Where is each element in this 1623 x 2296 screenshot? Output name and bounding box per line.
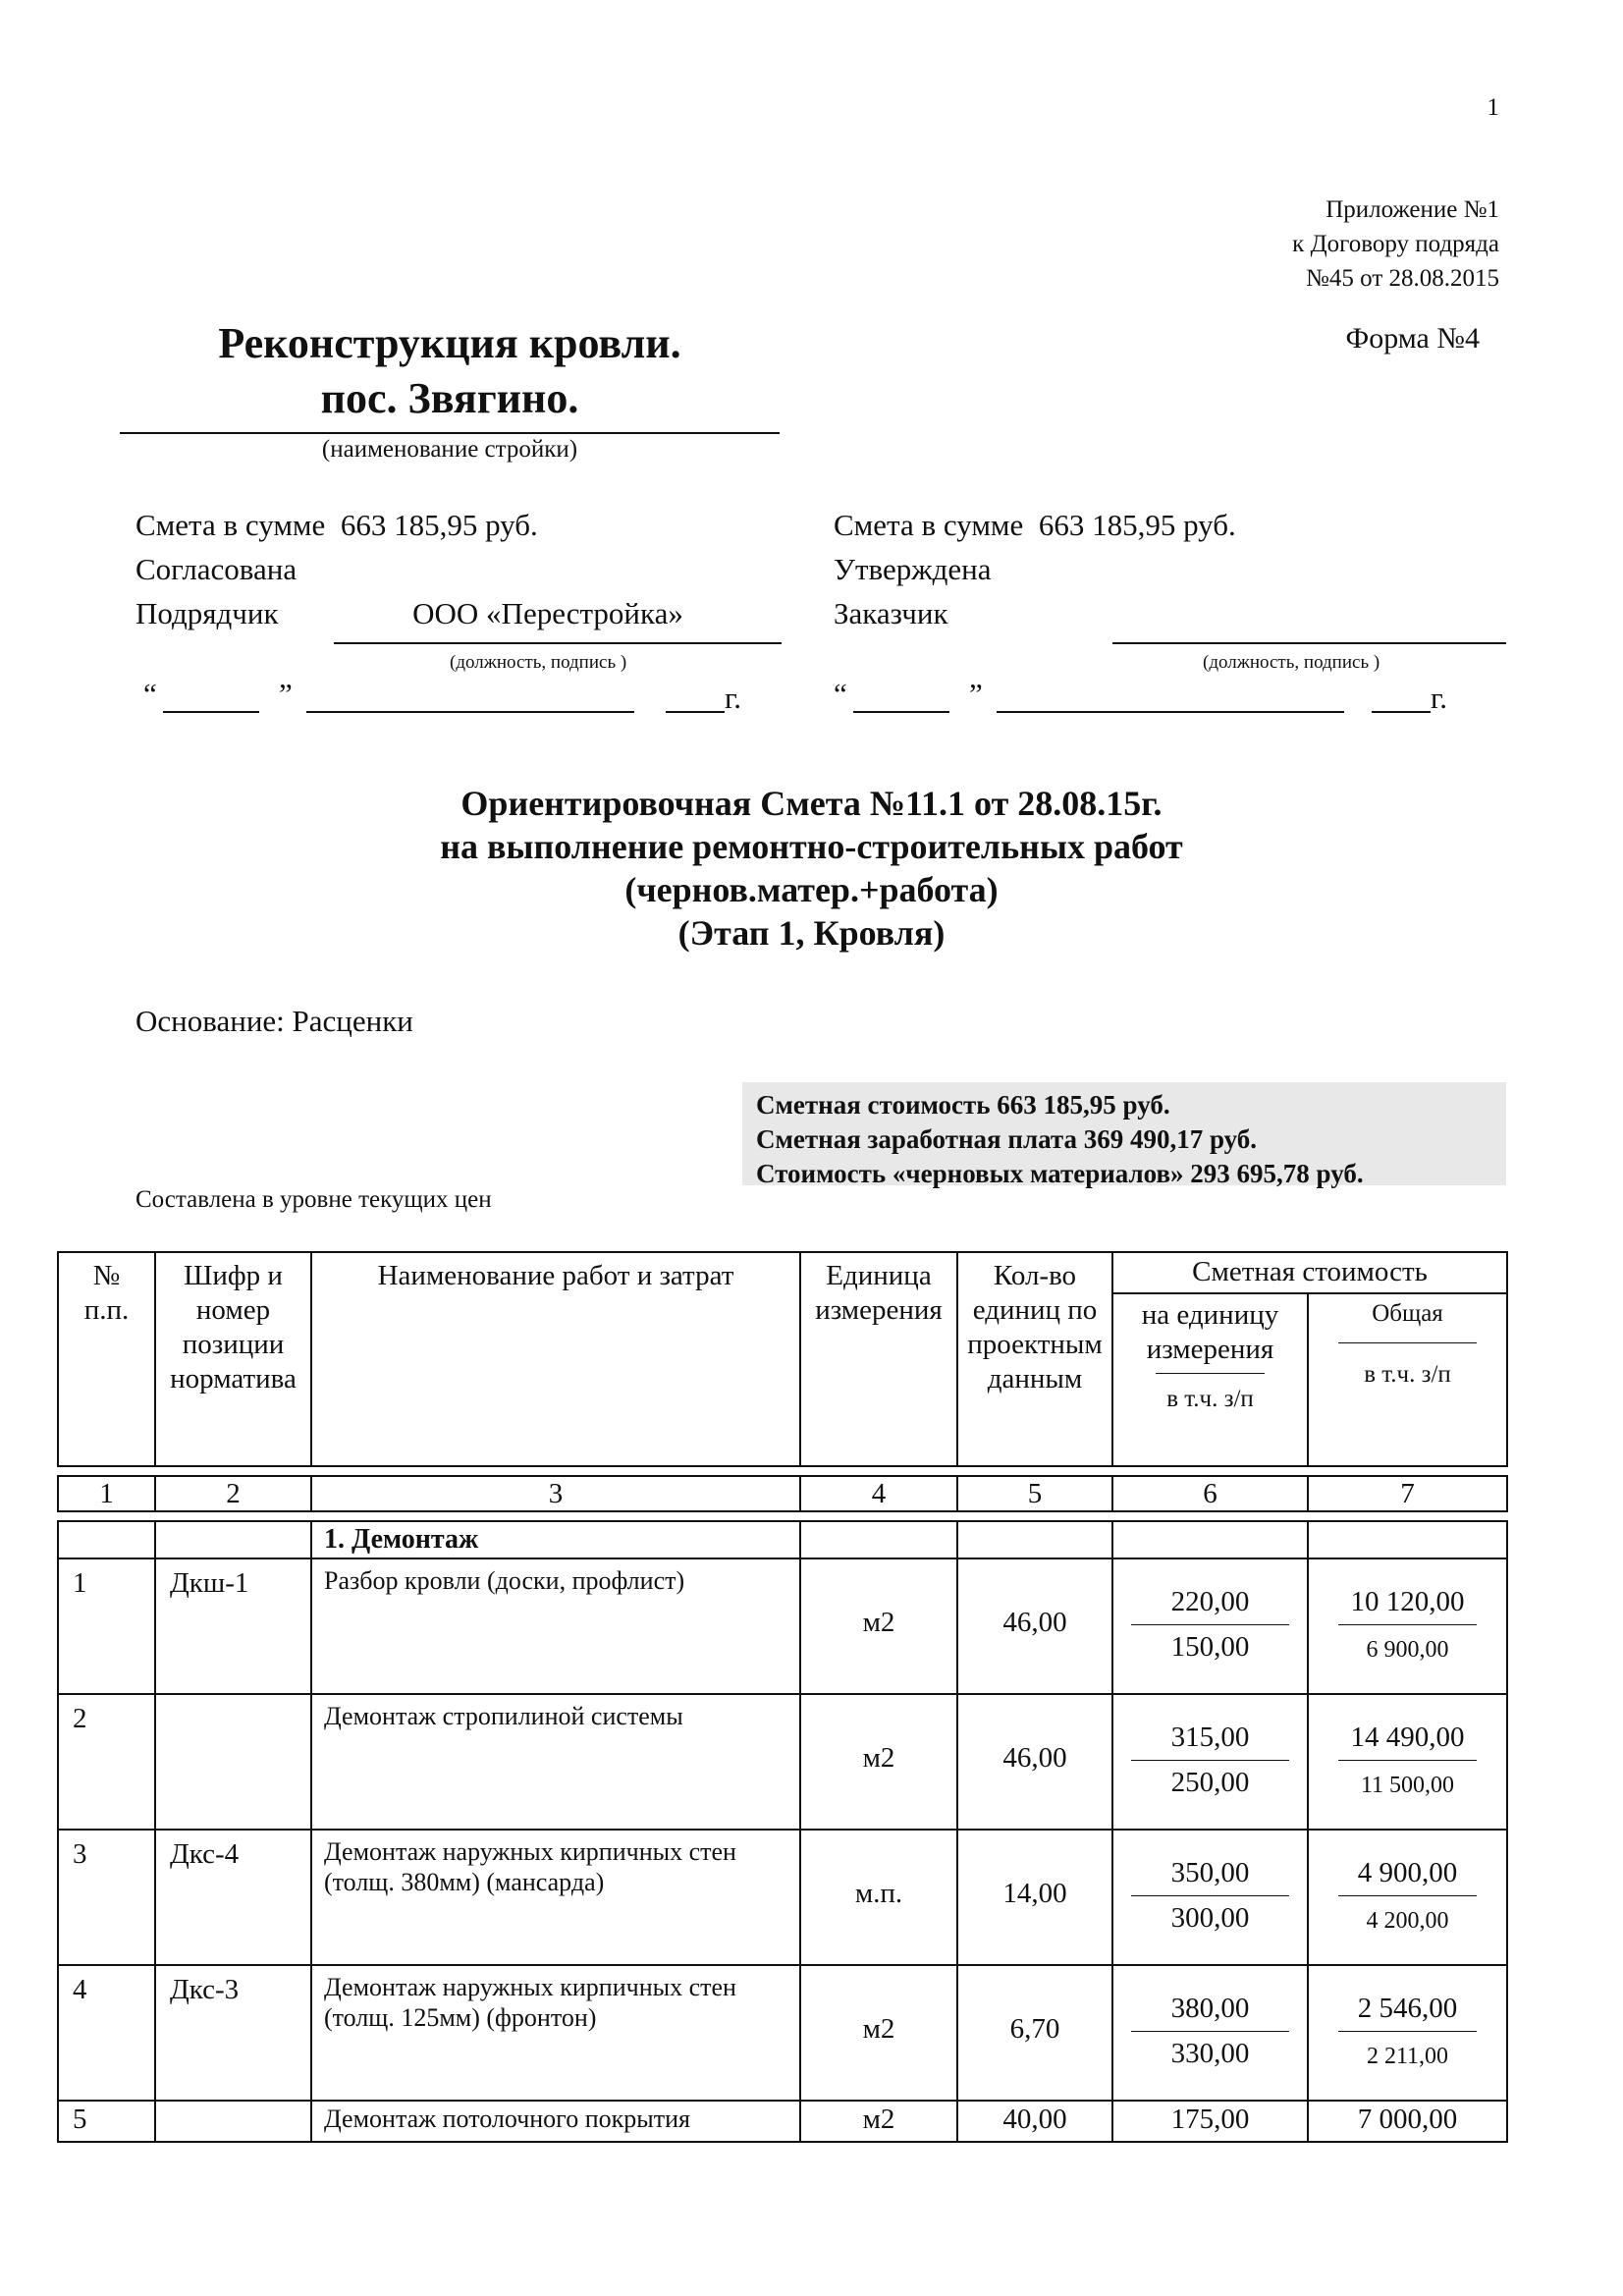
row-num: 4	[58, 1965, 155, 2101]
row-name: Разбор кровли (доски, профлист)	[311, 1558, 800, 1694]
row-name: Демонтаж стропилиной системы	[311, 1694, 800, 1830]
column-number-row	[58, 1476, 1507, 1511]
row-unit-salary: 330,00	[1170, 2038, 1250, 2069]
form-label: Форма №4	[1345, 322, 1480, 355]
col-num: 4	[800, 1476, 957, 1511]
row-unit: м2	[862, 2012, 895, 2045]
right-sum-label: Смета в сумме	[834, 508, 1024, 542]
row-unit-price: 175,00	[1112, 2101, 1308, 2142]
col-num: 3	[311, 1476, 800, 1511]
table-row	[58, 1694, 1507, 1830]
page-number: 1	[1487, 94, 1499, 121]
header-name: Наименование работ и затрат	[311, 1252, 800, 1466]
row-code	[155, 1694, 311, 1830]
left-year-suffix: г.	[725, 681, 741, 715]
left-month-line[interactable]	[306, 711, 634, 713]
contractor-label: Подрядчик	[135, 596, 279, 630]
row-code: Дкш-1	[155, 1558, 311, 1694]
left-quote-open: “	[143, 677, 157, 711]
contractor-name: ООО «Перестройка»	[412, 596, 683, 630]
estimate-title-line-2: на выполнение ремонтно-строительных работ	[440, 827, 1183, 866]
right-quote-open: “	[834, 677, 847, 711]
row-unit-salary: 150,00	[1170, 1631, 1250, 1663]
header-num: № п.п.	[58, 1252, 155, 1466]
right-day-line[interactable]	[853, 711, 949, 713]
row-total: 10 120,00	[1350, 1586, 1465, 1617]
table-row	[58, 1558, 1507, 1694]
row-num: 1	[58, 1558, 155, 1694]
row-num: 2	[58, 1694, 155, 1830]
estimate-title	[0, 782, 1623, 955]
row-unit-price: 220,00	[1170, 1586, 1250, 1617]
header-qty: Кол-во единиц по проектным данным	[957, 1252, 1112, 1466]
right-sum-value: 663 185,95 руб.	[1038, 508, 1236, 542]
appendix-line-1: Приложение №1	[1325, 196, 1499, 223]
row-unit: м2	[800, 2101, 957, 2142]
right-quote-close: ”	[969, 677, 983, 711]
row-total-salary: 11 500,00	[1360, 1773, 1455, 1798]
row-total-salary: 6 900,00	[1366, 1637, 1449, 1663]
header-cost: Сметная стоимость	[1112, 1252, 1507, 1293]
contractor-approval	[135, 503, 784, 715]
header-total-sub: в т.ч. з/п	[1364, 1360, 1451, 1388]
left-status: Согласована	[135, 552, 298, 586]
row-total-salary: 2 211,00	[1366, 2044, 1449, 2069]
row-name: Демонтаж наружных кирпичных стен (толщ. 125мм) (фронтон)	[311, 1965, 800, 2101]
client-label: Заказчик	[834, 596, 948, 630]
left-quote-close: ”	[279, 677, 293, 711]
appendix-reference	[1292, 192, 1499, 296]
row-num: 3	[58, 1830, 155, 1965]
table-row	[58, 2101, 1507, 2142]
right-year-suffix: г.	[1431, 681, 1447, 715]
table-row	[58, 1830, 1507, 1965]
col-num: 6	[1112, 1476, 1308, 1511]
left-sum-label: Смета в сумме	[135, 508, 326, 542]
site-title-line-2: пос. Звягино.	[320, 374, 579, 422]
col-num: 7	[1308, 1476, 1507, 1511]
row-total: 7 000,00	[1308, 2101, 1507, 2142]
row-unit-price: 350,00	[1170, 1857, 1250, 1888]
left-year-line[interactable]	[666, 711, 725, 713]
col-num: 1	[58, 1476, 155, 1511]
row-total: 14 490,00	[1350, 1722, 1465, 1753]
row-qty: 46,00	[1002, 1741, 1067, 1774]
left-day-line[interactable]	[163, 711, 259, 713]
site-caption: (наименование стройки)	[321, 436, 578, 463]
price-level-note: Составлена в уровне текущих цен	[135, 1186, 492, 1213]
header-total: Общая в т.ч. з/п	[1308, 1293, 1507, 1466]
row-qty: 40,00	[957, 2101, 1112, 2142]
section-title: 1. Демонтаж	[311, 1521, 800, 1558]
row-code	[155, 2101, 311, 2142]
row-unit-price: 380,00	[1170, 1993, 1250, 2024]
appendix-line-2: к Договору подряда	[1292, 231, 1499, 257]
header-unit: Единица измерения	[800, 1252, 957, 1466]
site-title-line-1: Реконструкция кровли.	[218, 319, 681, 367]
header-per-unit: на единицу измерения в т.ч. з/п	[1112, 1293, 1308, 1466]
row-name: Демонтаж потолочного покрытия	[311, 2101, 800, 2142]
row-qty: 6,70	[1009, 2012, 1060, 2045]
row-unit: м2	[862, 1606, 895, 1638]
summary-materials: Стоимость «черновых материалов» 293 695,78 руб.	[756, 1159, 1364, 1188]
col-num: 2	[155, 1476, 311, 1511]
summary-salary: Сметная заработная плата 369 490,17 руб.	[756, 1124, 1258, 1154]
row-name: Демонтаж наружных кирпичных стен (толщ. 380мм) (мансарда)	[311, 1830, 800, 1965]
cost-summary-box	[742, 1082, 1506, 1188]
col-num: 5	[957, 1476, 1112, 1511]
right-status: Утверждена	[834, 552, 992, 586]
row-total-salary: 4 200,00	[1366, 1908, 1449, 1934]
left-sum-value: 663 185,95 руб.	[340, 508, 538, 542]
estimate-table	[57, 1251, 1508, 2143]
row-unit: м2	[862, 1741, 895, 1774]
row-unit-price: 315,00	[1170, 1722, 1250, 1753]
row-unit-salary: 250,00	[1170, 1767, 1250, 1798]
section-row	[58, 1521, 1507, 1558]
appendix-line-3: №45 от 28.08.2015	[1306, 265, 1499, 292]
site-underline	[120, 432, 780, 434]
header-code: Шифр и номер позиции норматива	[155, 1252, 311, 1466]
estimate-title-line-3: (чернов.матер.+работа)	[624, 870, 999, 909]
estimate-title-line-4: (Этап 1, Кровля)	[677, 913, 946, 953]
row-num: 5	[58, 2101, 155, 2142]
client-caption: (должность, подпись )	[1203, 652, 1380, 673]
client-approval	[834, 503, 1506, 715]
table-row	[58, 1965, 1507, 2101]
row-total: 4 900,00	[1357, 1857, 1458, 1888]
row-total: 2 546,00	[1357, 1993, 1458, 2024]
right-year-line[interactable]	[1372, 711, 1431, 713]
row-code: Дкс-3	[155, 1965, 311, 2101]
site-block	[120, 316, 780, 464]
basis-text: Основание: Расценки	[135, 1004, 413, 1038]
row-unit: м.п.	[854, 1877, 903, 1909]
row-qty: 14,00	[1002, 1877, 1067, 1909]
right-month-line[interactable]	[997, 711, 1344, 713]
summary-cost: Сметная стоимость 663 185,95 руб.	[756, 1090, 1170, 1120]
row-qty: 46,00	[1002, 1606, 1067, 1638]
row-code: Дкс-4	[155, 1830, 311, 1965]
row-unit-salary: 300,00	[1170, 1902, 1250, 1934]
contractor-caption: (должность, подпись )	[450, 652, 627, 673]
estimate-title-line-1: Ориентировочная Смета №11.1 от 28.08.15г.	[460, 784, 1163, 823]
header-per-unit-sub: в т.ч. з/п	[1166, 1385, 1254, 1412]
